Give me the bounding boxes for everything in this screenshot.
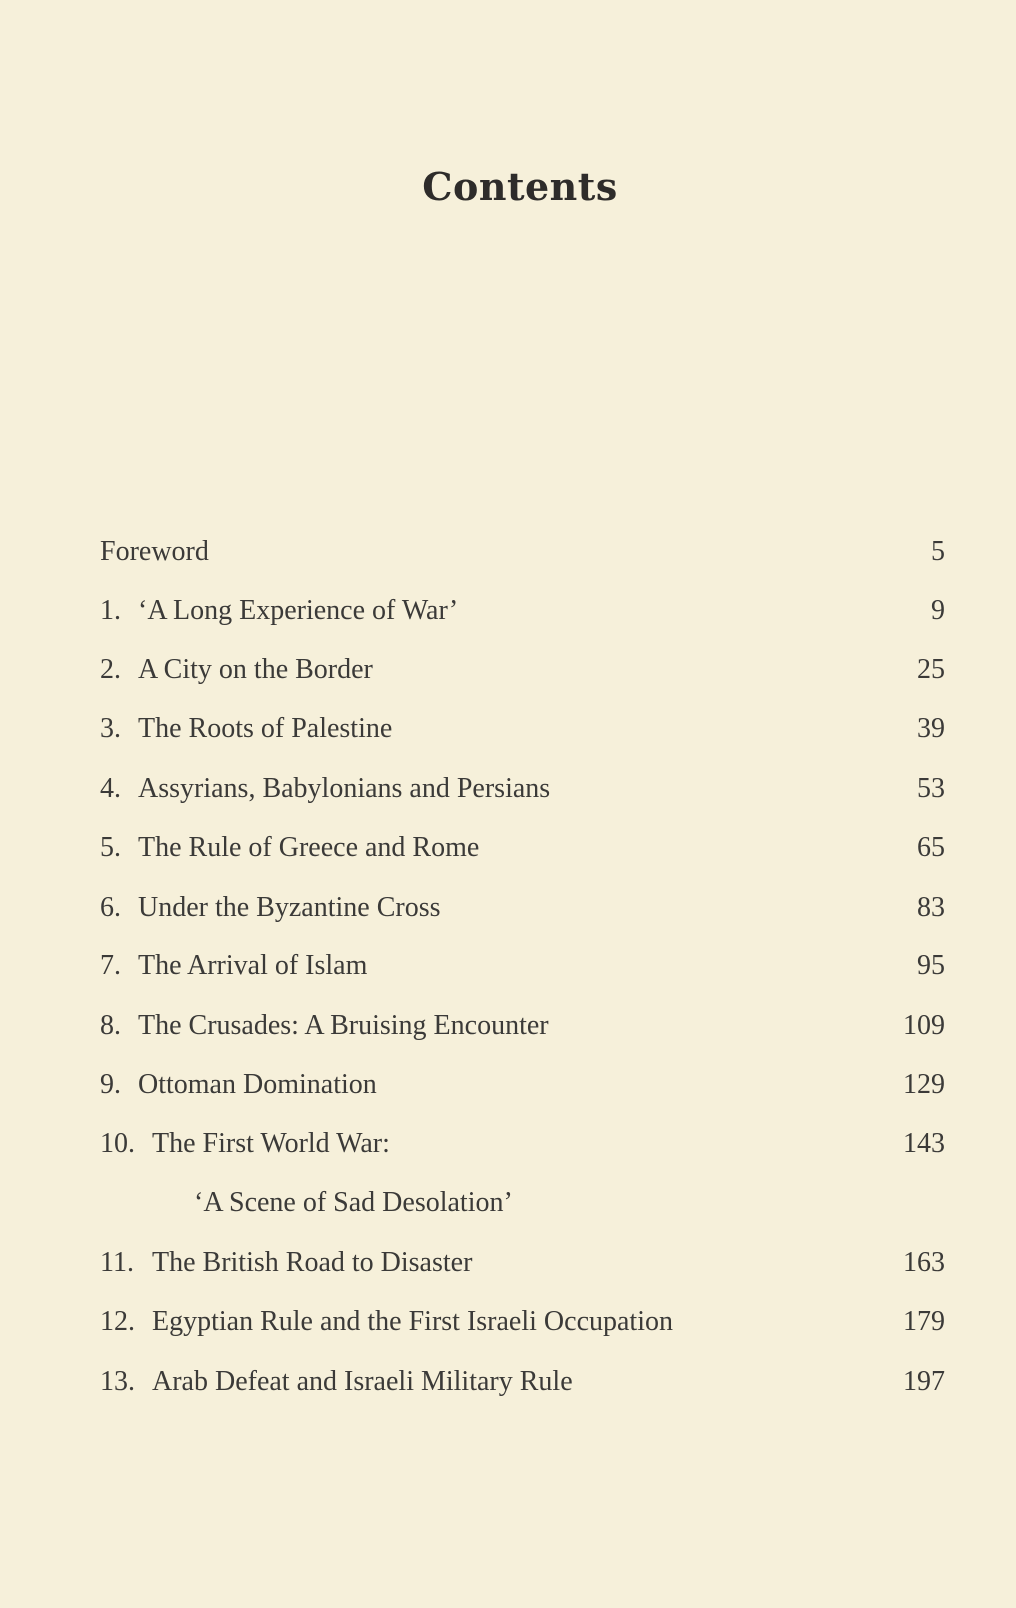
toc-entry-title: The Rule of Greece and Rome [138, 832, 480, 863]
toc-entry-chapter-12 [0, 1302, 1016, 1342]
toc-entry-title: Assyrians, Babylonians and Persians [138, 773, 551, 804]
toc-entry-number: 10. [100, 1128, 135, 1159]
toc-entry-title: The Crusades: A Bruising Encounter [138, 1010, 549, 1041]
toc-entry-page: 39 [917, 713, 945, 744]
toc-entry-chapter-8 [0, 1006, 1016, 1046]
toc-entry-page: 95 [917, 950, 945, 981]
toc-entry-page: 25 [917, 654, 945, 685]
toc-entry-title: The Roots of Palestine [138, 713, 393, 744]
page-title: Contents [422, 164, 618, 209]
toc-entry-chapter-6 [0, 888, 1016, 928]
toc-entry-title: Foreword [100, 536, 209, 567]
toc-entry-number: 8. [100, 1010, 121, 1041]
toc-entry-number: 13. [100, 1366, 135, 1397]
toc-entry-number: 2. [100, 654, 121, 685]
toc-entry-page: 53 [917, 773, 945, 804]
toc-entry-title: Arab Defeat and Israeli Military Rule [152, 1366, 573, 1397]
toc-entry-chapter-2 [0, 650, 1016, 690]
toc-entry-chapter-3 [0, 709, 1016, 749]
toc-entry-chapter-7 [0, 946, 1016, 986]
toc-entry-foreword [0, 532, 1016, 572]
toc-entry-title: ‘A Long Experience of War’ [138, 595, 459, 626]
toc-entry-page: 5 [931, 536, 945, 567]
toc-entry-number: 5. [100, 832, 121, 863]
toc-entry-page: 179 [903, 1306, 945, 1337]
toc-entry-page: 83 [917, 892, 945, 923]
toc-entry-title: The British Road to Disaster [152, 1247, 473, 1278]
toc-entry-title: Ottoman Domination [138, 1069, 377, 1100]
toc-entry-subtitle: ‘A Scene of Sad Desolation’ [194, 1187, 513, 1218]
toc-entry-page: 163 [903, 1247, 945, 1278]
toc-entry-number: 7. [100, 950, 121, 981]
toc-entry-number: 1. [100, 595, 121, 626]
toc-entry-title: The First World War: [152, 1128, 390, 1159]
toc-entry-page: 109 [903, 1010, 945, 1041]
toc-entry-chapter-13 [0, 1362, 1016, 1402]
toc-entry-number: 11. [100, 1247, 134, 1278]
toc-entry-page: 65 [917, 832, 945, 863]
toc-entry-title: Under the Byzantine Cross [138, 892, 441, 923]
toc-entry-chapter-11 [0, 1243, 1016, 1283]
toc-entry-title: A City on the Border [138, 654, 373, 685]
toc-entry-number: 9. [100, 1069, 121, 1100]
toc-entry-chapter-1 [0, 591, 1016, 631]
toc-entry-number: 3. [100, 713, 121, 744]
toc-entry-chapter-5 [0, 828, 1016, 868]
toc-entry-title: The Arrival of Islam [138, 950, 368, 981]
toc-entry-chapter-9 [0, 1065, 1016, 1105]
toc-entry-chapter-10 [0, 1124, 1016, 1164]
toc-entry-chapter-4 [0, 769, 1016, 809]
toc-entry-page: 9 [931, 595, 945, 626]
toc-entry-number: 4. [100, 773, 121, 804]
toc-entry-title: Egyptian Rule and the First Israeli Occupation [152, 1306, 673, 1337]
toc-entry-number: 6. [100, 892, 121, 923]
toc-entry-page: 143 [903, 1128, 945, 1159]
toc-entry-page: 129 [903, 1069, 945, 1100]
toc-entry-number: 12. [100, 1306, 135, 1337]
toc-entry-chapter-10-subtitle [0, 1183, 1016, 1223]
toc-entry-page: 197 [903, 1366, 945, 1397]
